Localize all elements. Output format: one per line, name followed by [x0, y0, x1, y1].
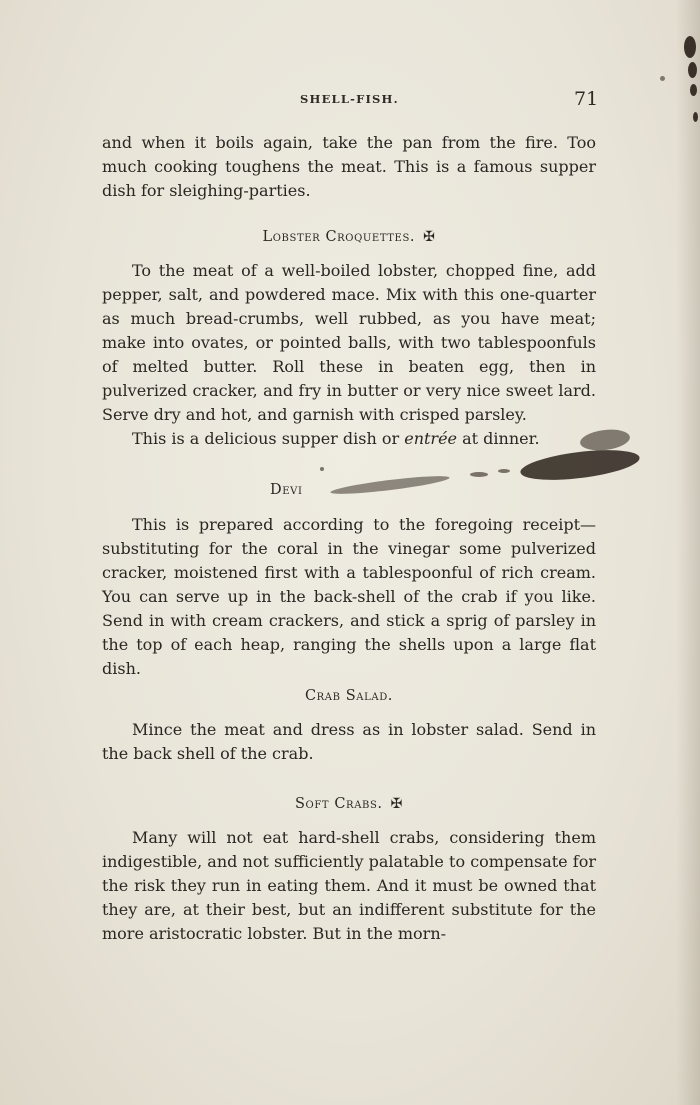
soft-crabs-paragraph: Many will not eat hard-shell crabs, considering them indigestible, and not sufficiently palatable to compensate for the risk they run in eating them. And it must be owned that they are, at their best, but an indifferent substitute for the more aristocratic lobster. But in the morn- [102, 828, 596, 943]
page-number: 71 [574, 88, 599, 110]
crab-salad-body [102, 718, 596, 766]
lobster-croquettes-note [102, 427, 596, 451]
intro-text: and when it boils again, take the pan from the fire. Too much cooking toughens the meat. This is a famous supper dish for sleighing-parties. [102, 133, 596, 200]
page-edge-shadow [676, 0, 700, 1105]
deviled-crabs-body [102, 513, 596, 681]
deviled-crabs-paragraph: This is prepared according to the foregoing receipt— substituting for the coral in the vinegar some pulverized cracker, moistened first with a tablespoonful of rich cream. You can serve up in the back-shell of the crab if you like. Send in with cream crackers, and stick a sprig of parsley in the top of each heap, ranging the shells upon a large flat dish. [102, 515, 596, 678]
lobster-croquettes-title: Lobster Croquettes. [262, 229, 416, 245]
crab-salad-heading [102, 688, 596, 704]
intro-paragraph [102, 131, 596, 203]
edge-speck [693, 112, 698, 122]
running-head: SHELL-FISH. [300, 92, 399, 106]
deviled-crabs-heading [270, 482, 470, 498]
soft-crabs-title: Soft Crabs. [295, 796, 383, 812]
cross-icon: ✠ [390, 796, 403, 812]
soft-crabs-body [102, 826, 596, 946]
deviled-crabs-title: Devi [270, 482, 303, 498]
speck [320, 467, 324, 471]
note-italic: entrée [404, 429, 458, 448]
lobster-croquettes-body [102, 259, 596, 451]
cross-icon: ✠ [423, 229, 436, 245]
lobster-croquettes-paragraph: To the meat of a well-boiled lobster, chopped fine, add pepper, salt, and powdered mace. Mix with this one-quarter as much bread-crumbs, well rubbed, as you have meat; make into ovates, or pointed balls, with two tablespoonfuls of melted butter. Roll these in beaten egg, then in pulverized cracker, and fry in butter or very nice sweet lard. Serve dry and hot, and garnish with crisped parsley. [102, 261, 596, 424]
edge-speck [690, 84, 697, 96]
speck [498, 469, 510, 473]
edge-speck [688, 62, 697, 78]
edge-speck [684, 36, 696, 58]
speck [470, 472, 488, 477]
soft-crabs-heading [102, 796, 596, 812]
edge-speck [660, 76, 665, 81]
lobster-croquettes-heading [102, 229, 596, 245]
note-text-after: at dinner. [457, 429, 540, 448]
crab-salad-paragraph: Mince the meat and dress as in lobster salad. Send in the back shell of the crab. [102, 720, 596, 763]
note-text-before: This is a delicious supper dish or [132, 429, 405, 448]
crab-salad-title: Crab Salad. [304, 688, 394, 704]
